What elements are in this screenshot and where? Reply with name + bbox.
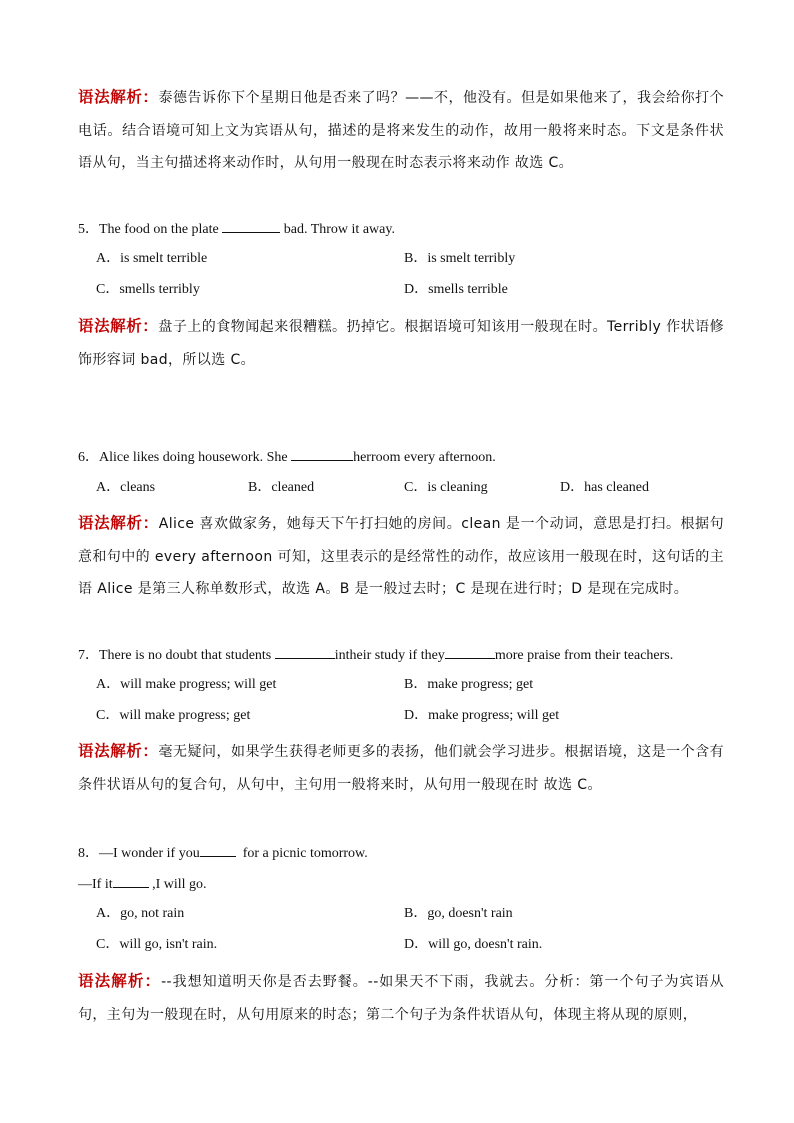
analysis-label: 语法解析： [78,514,159,532]
option-a: A．is smelt terrible [96,251,208,266]
question-8-line-1 [78,843,728,863]
question-stem: more praise from their teachers. [494,648,674,663]
option-b: B．make progress; get [404,677,534,692]
option-c: C．will go, isn't rain. [96,937,218,952]
answer-blank [291,447,353,461]
question-8-line-2 [78,874,728,894]
question-stem: ,I will go. [152,877,207,892]
question-stem: —If it [78,877,113,892]
q4-analysis [78,81,724,180]
answer-blank [200,843,236,857]
analysis-label: 语法解析： [78,317,159,335]
answer-blank [275,645,335,659]
q7-analysis [78,735,724,801]
answer-blank [222,219,280,233]
option-d: D．make progress; will get [404,708,560,723]
option-b: B．cleaned [248,480,315,495]
q5-analysis [78,310,724,376]
question-stem: for a picnic tomorrow. [242,846,368,861]
analysis-text: 盘子上的食物闻起来很糟糕。扔掉它。根据语境可知该用一般现在时。Terribly 作状语修饰形容词 bad，所以选 C。 [78,319,724,368]
option-d: D．smells terrible [404,282,508,297]
option-b: B．go, doesn't rain [404,906,513,921]
q8-analysis [78,965,724,1031]
question-number: 8． [78,846,99,861]
analysis-label: 语法解析： [78,972,162,990]
question-5 [78,219,728,239]
option-a: A．will make progress; will get [96,677,277,692]
option-c: C．will make progress; get [96,708,251,723]
analysis-text: Alice 喜欢做家务，她每天下午打扫她的房间。clean 是一个动词，意思是打扫。根据句意和句中的 every afternoon 可知，这里表示的是经常性的动作，故应该用一般现在时，这句话的主语 Alice 是第三人称单数形式，故选 A。B 是一般过去时；C 是现在进行时；D 是现在完成时。 [78,516,724,597]
option-a: A．go, not rain [96,906,185,921]
option-c: C．is cleaning [404,480,488,495]
question-stem: —I wonder if you [99,846,200,861]
question-7 [78,645,728,665]
option-d: D．will go, doesn't rain. [404,937,543,952]
analysis-text: 毫无疑问，如果学生获得老师更多的表扬，他们就会学习进步。根据语境，这是一个含有条件状语从句的复合句，从句中，主句用一般将来时，从句用一般现在时 故选 C。 [78,744,724,793]
option-b: B．is smelt terribly [404,251,516,266]
question-number: 5． [78,222,99,237]
question-stem: There is no doubt that students [99,648,272,663]
analysis-label: 语法解析： [78,88,159,106]
question-number: 7． [78,648,99,663]
question-stem: intheir study if they [334,648,445,663]
option-c: C．smells terribly [96,282,200,297]
option-d: D．has cleaned [560,480,650,495]
answer-blank [113,874,149,888]
question-stem: herroom every afternoon. [353,450,496,465]
question-stem: bad. Throw it away. [283,222,395,237]
question-6 [78,447,728,467]
q6-analysis [78,507,724,606]
analysis-text: 泰德告诉你下个星期日他是否来了吗？——不，他没有。但是如果他来了，我会给你打个电话。结合语境可知上文为宾语从句，描述的是将来发生的动作，故用一般将来时态。下文是条件状语从句，当主句描述将来动作时，从句用一般现在时态表示将来动作 故选 C。 [78,90,724,171]
analysis-text: --我想知道明天你是否去野餐。--如果天不下雨，我就去。分析：第一个句子为宾语从句，主句为一般现在时，从句用原来的时态；第二个句子为条件状语从句，体现主将从现的原则， [78,974,724,1023]
answer-blank [445,645,495,659]
analysis-label: 语法解析： [78,742,159,760]
question-stem: The food on the plate [99,222,219,237]
option-a: A．cleans [96,480,156,495]
question-number: 6． [78,450,99,465]
question-stem: Alice likes doing housework. She [99,450,288,465]
